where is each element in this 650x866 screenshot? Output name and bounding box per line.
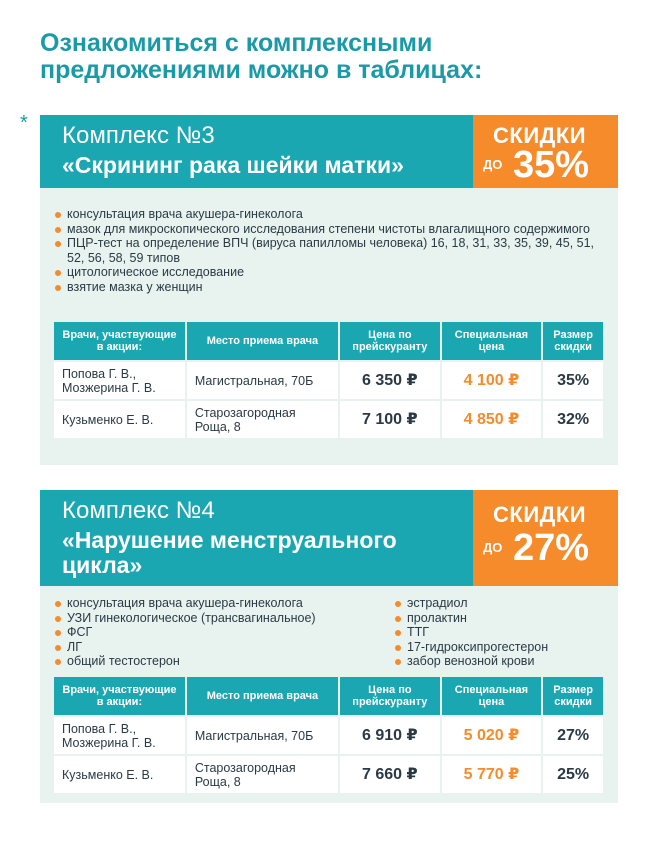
header-discount: Размер скидки bbox=[543, 677, 603, 715]
cell-price: 6 910 ₽ bbox=[340, 717, 440, 754]
cell-discount: 35% bbox=[543, 362, 603, 399]
list-item: ФСГ bbox=[55, 625, 385, 640]
list-item: консультация врача акушера-гинеколога bbox=[55, 596, 385, 611]
table-row bbox=[54, 756, 603, 793]
asterisk-mark: * bbox=[20, 112, 28, 134]
complex-3-title bbox=[62, 123, 472, 178]
list-item: ЛГ bbox=[55, 640, 385, 655]
header-discount: Размер скидки bbox=[543, 322, 603, 360]
discount-value: 35% bbox=[513, 144, 590, 186]
complex-4-discount-badge bbox=[473, 490, 618, 586]
cell-place: Старозагородная Роща, 8 bbox=[187, 401, 338, 438]
table-row bbox=[54, 362, 603, 399]
cell-price: 6 350 ₽ bbox=[340, 362, 440, 399]
header-special: Специальная цена bbox=[442, 322, 542, 360]
complex-4-items-right bbox=[395, 596, 610, 669]
complex-3-price-table bbox=[52, 320, 605, 440]
cell-discount: 25% bbox=[543, 756, 603, 793]
complex-4-name: «Нарушение менструального цикла» bbox=[62, 527, 397, 578]
complex-4-items-left bbox=[55, 596, 385, 669]
cell-special-price: 5 770 ₽ bbox=[442, 756, 542, 793]
complex-3-name: «Скрининг рака шейки матки» bbox=[62, 152, 404, 178]
discount-label: СКИДКИ bbox=[493, 123, 587, 148]
complex-4-section bbox=[40, 490, 618, 803]
cell-doctors: Кузьменко Е. В. bbox=[54, 756, 185, 793]
table-row bbox=[54, 401, 603, 438]
header-place: Место приема врача bbox=[187, 677, 338, 715]
discount-prefix: ДО bbox=[483, 540, 503, 555]
cell-special-price: 5 020 ₽ bbox=[442, 717, 542, 754]
list-item: пролактин bbox=[395, 611, 610, 626]
cell-discount: 32% bbox=[543, 401, 603, 438]
list-item: эстрадиол bbox=[395, 596, 610, 611]
list-item: цитологическое исследование bbox=[55, 265, 600, 280]
cell-doctors: Попова Г. В., Мозжерина Г. В. bbox=[54, 362, 185, 399]
complex-4-price-table bbox=[52, 675, 605, 795]
cell-price: 7 660 ₽ bbox=[340, 756, 440, 793]
list-item: взятие мазка у женщин bbox=[55, 280, 600, 295]
cell-doctors: Попова Г. В., Мозжерина Г. В. bbox=[54, 717, 185, 754]
complex-4-title bbox=[62, 498, 482, 578]
cell-discount: 27% bbox=[543, 717, 603, 754]
list-item: консультация врача акушера-гинеколога bbox=[55, 207, 600, 222]
complex-4-number: Комплекс №4 bbox=[62, 497, 215, 524]
intro-heading: Ознакомиться с комплексными предложениями можно в таблицах: bbox=[40, 29, 483, 84]
list-item: мазок для микроскопического исследования степени чистоты влагалищного содержимого bbox=[55, 222, 600, 237]
complex-3-discount-badge bbox=[473, 115, 618, 188]
cell-place: Магистральная, 70Б bbox=[187, 717, 338, 754]
complex-4-banner bbox=[40, 490, 618, 586]
list-item: 17-гидроксипрогестерон bbox=[395, 640, 610, 655]
header-doctors: Врачи, участвующие в акции: bbox=[54, 677, 185, 715]
list-item: общий тестостерон bbox=[55, 654, 385, 669]
cell-special-price: 4 100 ₽ bbox=[442, 362, 542, 399]
cell-place: Старозагородная Роща, 8 bbox=[187, 756, 338, 793]
complex-3-number: Комплекс №3 bbox=[62, 122, 215, 149]
header-price: Цена по прейскуранту bbox=[340, 322, 440, 360]
cell-place: Магистральная, 70Б bbox=[187, 362, 338, 399]
list-item: ТТГ bbox=[395, 625, 610, 640]
header-place: Место приема врача bbox=[187, 322, 338, 360]
discount-label: СКИДКИ bbox=[493, 502, 587, 527]
cell-price: 7 100 ₽ bbox=[340, 401, 440, 438]
header-price: Цена по прейскуранту bbox=[340, 677, 440, 715]
header-doctors: Врачи, участвующие в акции: bbox=[54, 322, 185, 360]
list-item: забор венозной крови bbox=[395, 654, 610, 669]
cell-special-price: 4 850 ₽ bbox=[442, 401, 542, 438]
list-item: ПЦР-тест на определение ВПЧ (вируса папилломы человека) 16, 18, 31, 33, 35, 39, 45, 51, 52, 56, 58, 59 типов bbox=[55, 236, 600, 265]
complex-3-section bbox=[40, 115, 618, 465]
cell-doctors: Кузьменко Е. В. bbox=[54, 401, 185, 438]
table-row bbox=[54, 717, 603, 754]
discount-prefix: ДО bbox=[483, 157, 503, 172]
header-special: Специальная цена bbox=[442, 677, 542, 715]
complex-3-banner bbox=[40, 115, 618, 188]
list-item: УЗИ гинекологическое (трансвагинальное) bbox=[55, 611, 385, 626]
complex-3-items bbox=[55, 207, 600, 294]
discount-value: 27% bbox=[513, 527, 590, 569]
